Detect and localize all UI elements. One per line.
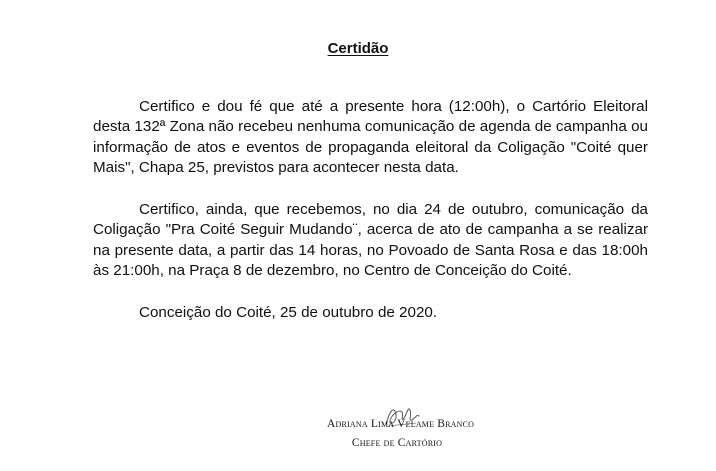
date-line: Conceição do Coité, 25 de outubro de 2020. [139,304,438,321]
signer-name: Adriana Lima Velame Branco [327,418,475,430]
signer-role: Chefe de Cartório [351,437,443,449]
paragraph-2: Certifico, ainda, que recebemos, no dia 24 de outubro, comunicação da Coligação "Pra Coité Seguir Mudando¨, acerca de ato de campanha a se realizar na presente data, a partir das 14 horas, no Povoado de Santa Rosa e das 18:00h às 21:00h, na Praça 8 de dezembro, no Centro de Conceição do Coité. [93,201,648,280]
document-title: Certidão [327,40,389,57]
paragraph-1: Certifico e dou fé que até a presente hora (12:00h), o Cartório Eleitoral desta 132ª Zona não recebeu nenhuma comunicação de agenda de campanha ou informação de atos e eventos de propaganda eleitoral da Coligação "Coité quer Mais", Chapa 25, previstos para acontecer nesta data. [93,98,648,177]
